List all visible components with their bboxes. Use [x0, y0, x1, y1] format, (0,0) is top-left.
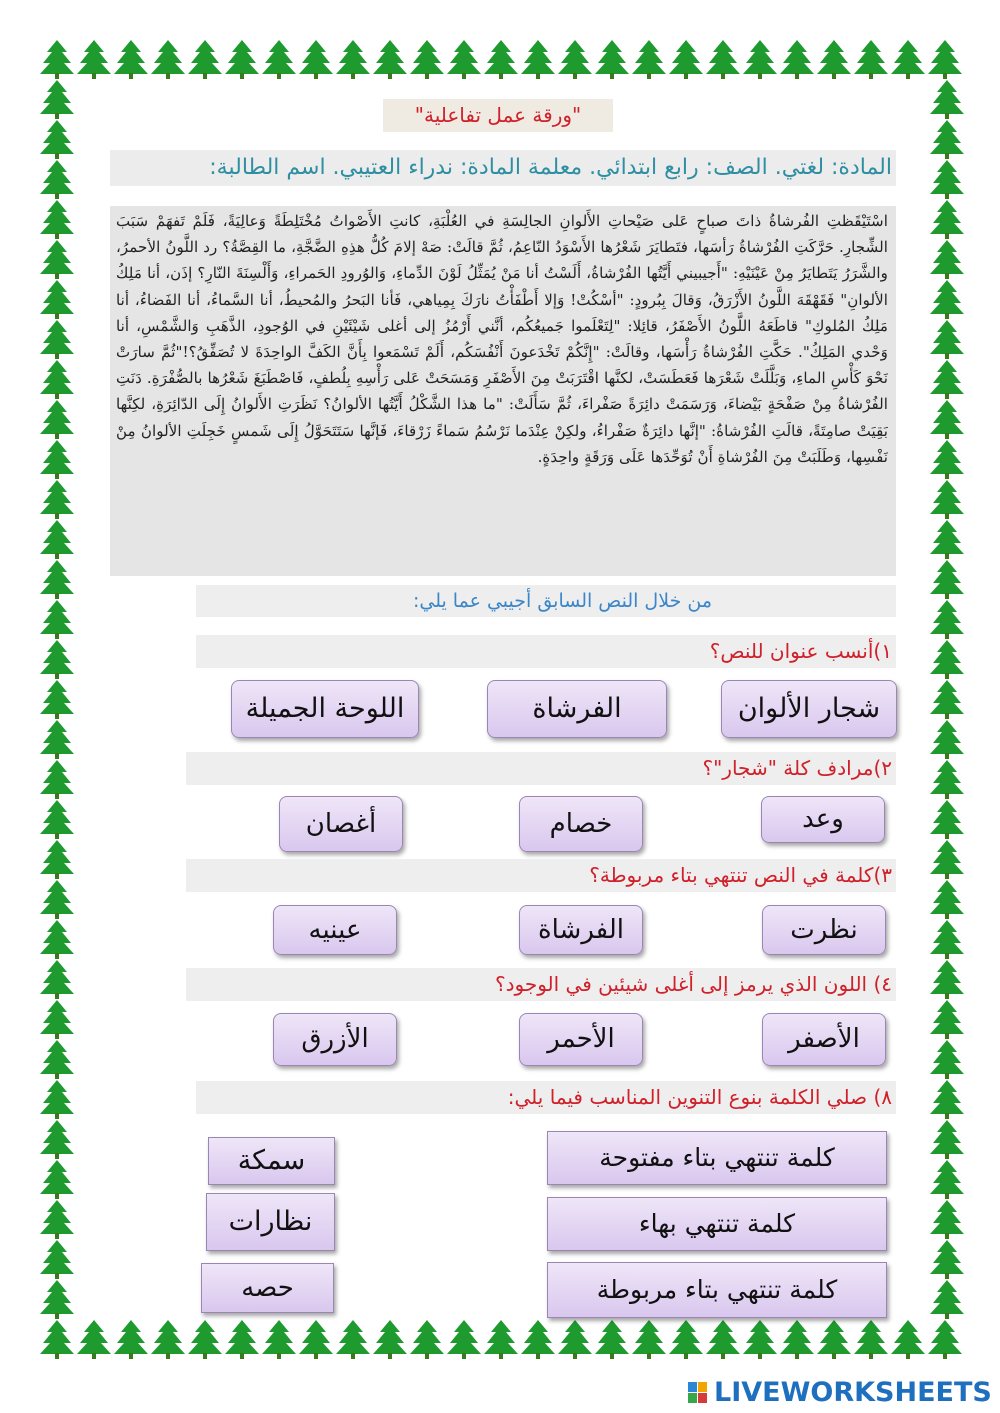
instruction-text: من خلال النص السابق أجيبي عما يلي: — [196, 585, 896, 617]
tree-icon — [40, 240, 74, 279]
tree-icon — [930, 200, 964, 239]
tree-icon — [595, 1320, 629, 1359]
tree-icon — [40, 720, 74, 759]
tree-icon — [40, 920, 74, 959]
tree-icon — [225, 40, 259, 79]
q3-option-2-button[interactable]: الفرشاة — [519, 905, 643, 955]
tree-icon — [40, 280, 74, 319]
tree-icon — [40, 1120, 74, 1159]
match-category-tied-taa[interactable]: كلمة تنتهي بتاء مربوطة — [547, 1262, 887, 1318]
tree-icon — [151, 40, 185, 79]
q3-option-3-button[interactable]: عينيه — [273, 905, 397, 955]
tree-icon — [930, 120, 964, 159]
worksheet-title: "ورقة عمل تفاعلية" — [383, 99, 613, 132]
tree-icon — [706, 1320, 740, 1359]
tree-icon — [632, 1320, 666, 1359]
tree-icon — [743, 1320, 777, 1359]
question-4-prompt: ٤) اللون الذي يرمز إلى أغلى شيئين في الوجود؟ — [186, 968, 896, 1001]
tree-icon — [40, 400, 74, 439]
tree-icon — [930, 1240, 964, 1279]
tree-icon — [40, 560, 74, 599]
tree-icon — [930, 1080, 964, 1119]
tree-icon — [336, 1320, 370, 1359]
tree-icon — [930, 600, 964, 639]
tree-icon — [558, 1320, 592, 1359]
tree-icon — [40, 640, 74, 679]
tree-icon — [930, 760, 964, 799]
brand-text: LIVEWORKSHEETS — [714, 1377, 992, 1408]
tree-icon — [928, 1320, 962, 1359]
tree-icon — [817, 40, 851, 79]
tree-icon — [77, 1320, 111, 1359]
tree-icon — [40, 200, 74, 239]
q4-option-1-button[interactable]: الأصفر — [762, 1013, 886, 1066]
tree-icon — [336, 40, 370, 79]
tree-icon — [930, 960, 964, 999]
tree-icon — [40, 1280, 74, 1319]
tree-icon — [854, 40, 888, 79]
tree-icon — [373, 40, 407, 79]
tree-icon — [114, 1320, 148, 1359]
tree-icon — [930, 1040, 964, 1079]
q4-option-2-button[interactable]: الأحمر — [519, 1013, 643, 1066]
tree-icon — [40, 320, 74, 359]
tree-icon — [40, 880, 74, 919]
tree-icon — [40, 120, 74, 159]
tree-icon — [930, 640, 964, 679]
question-8-prompt: ٨) صلي الكلمة بنوع التنوين المناسب فيما يلي: — [196, 1081, 896, 1114]
tree-icon — [930, 680, 964, 719]
tree-icon — [930, 400, 964, 439]
tree-icon — [930, 1000, 964, 1039]
tree-icon — [521, 40, 555, 79]
tree-icon — [930, 360, 964, 399]
q2-option-3-button[interactable]: أغصان — [279, 796, 403, 852]
tree-icon — [930, 560, 964, 599]
tree-icon — [930, 800, 964, 839]
tree-icon — [40, 40, 74, 79]
liveworksheets-logo-icon — [688, 1382, 708, 1404]
tree-icon — [299, 40, 333, 79]
tree-icon — [930, 320, 964, 359]
tree-icon — [151, 1320, 185, 1359]
tree-icon — [930, 440, 964, 479]
tree-icon — [930, 520, 964, 559]
tree-icon — [40, 1200, 74, 1239]
tree-icon — [669, 1320, 703, 1359]
tree-icon — [188, 40, 222, 79]
tree-icon — [40, 1000, 74, 1039]
tree-icon — [930, 1120, 964, 1159]
tree-icon — [40, 840, 74, 879]
tree-icon — [854, 1320, 888, 1359]
tree-icon — [40, 1160, 74, 1199]
tree-icon — [40, 680, 74, 719]
tree-icon — [40, 1080, 74, 1119]
tree-icon — [40, 1040, 74, 1079]
match-category-open-taa[interactable]: كلمة تنتهي بتاء مفتوحة — [547, 1131, 887, 1185]
q1-option-2-button[interactable]: الفرشاة — [487, 680, 667, 738]
q1-option-1-button[interactable]: شجار الألوان — [721, 680, 897, 738]
tree-icon — [930, 280, 964, 319]
q1-option-3-button[interactable]: اللوحة الجميلة — [231, 680, 419, 738]
tree-icon — [40, 960, 74, 999]
tree-icon — [484, 1320, 518, 1359]
tree-icon — [930, 920, 964, 959]
tree-icon — [930, 1280, 964, 1319]
tree-icon — [930, 1200, 964, 1239]
tree-icon — [40, 600, 74, 639]
tree-icon — [558, 40, 592, 79]
match-category-haa[interactable]: كلمة تنتهي بهاء — [547, 1197, 887, 1251]
q3-option-1-button[interactable]: نظرت — [762, 905, 886, 955]
tree-icon — [40, 760, 74, 799]
q4-option-3-button[interactable]: الأزرق — [273, 1013, 397, 1066]
tree-icon — [484, 40, 518, 79]
question-1-prompt: ١)أنسب عنوان للنص؟ — [196, 635, 896, 668]
reading-passage: اسْتَيْقَظتِ الفُرشاةُ ذاتَ صباحٍ عَلى صَيْحاتِ الأَلوانِ الجالِسَةِ في العُلْبَةِ، كانتِ الأَصْواتُ مُخْتَلِطَةً وَعالِيَةً، فَلَمْ تَفهَمْ سَبَبَ الشِّجارِ. حَرَّكَتِ الفُرْشاةُ رَأسَها، فتَطايَرَ شَعْرُها الأَسْوَدُ النّاعِمُ، ثُمَّ قالَتْ: صَهْ إلامَ كُلُّ هذِهِ الضَّجَّةِ، ما القِصَّةُ؟ رد اللَّونُ الأحمرُ، والشَّرَرُ يَتَطايَرُ مِنْ عَيْنَيْهِ: "أَجيبيني أَيَّتُها الفُرْشاةُ، أَلَسْتُ أنا مَنْ يُمَثِّلُ لَوْنَ الدِّماءِ، وَالوُرودِ الحَمراءِ، وَأَلْسِنَةَ النّارِ؟ إذَن، أنا مَلِكُ الألوانِ" فَقَهْقَهَ اللَّونُ الأَزْرَقُ، وَقالَ بِبُرودٍ: "أسْكُتْ! وَإلا أَطْفَأْتُ نارَكَ بِمِياهي، فَأنا البَحرُ والمُحيطُ، أنا السَّماءُ، أنا الفَضاءُ، أنا مَلِكُ المُلوكِ" قاطَعَهُ اللَّونُ الأَصْفَرُ، قائِلا: "لِتَعْلَموا جَميعُكُم، أنَّني أَرْمُزُ إلى أغلى شَيْئَيْنِ في الوُجودِ، الذَّهَبِ وَالشَّمْسِ، أنا وَحْدي المَلِكُ". حَكَّتِ الفُرْشاةُ رَأْسَها، وقالَتْ: "إِنَّكُمْ تَخْدَعونَ أَنْفُسَكُم، أَلَمْ تَسْمَعوا بِأَنَّ الكَفَّ الواحِدَةَ لا تُصَفِّقُ؟!"ثُمَّ سارَتْ نَحْوَ كَأْسِ الماءِ، وَبَلَّلَتْ شَعْرَها فَعَطَسَتْ، لكنَّها اقْتَرَبَتْ مِنَ الأَصْفَرِ وَمَسَحَتْ عَلى رَأْسِهِ بِلُطفٍ، فَاصْطَبَغَ شَعْرُها بالصُّفْرَةِ. دَنَتِ الفُرْشاةُ مِنْ صَفْحَةٍ بَيْضاءَ، وَرَسَمَتْ دائِرَةً صَفْراءَ، ثُمَّ سَأَلَتْ: "ما هذا الشَّكْلُ أَيَّتُها الألوانُ؟ نَظَرَتِ الأَلوانُ إِلَى الدّائِرَةِ، لكِنَّها بَقِيَتْ صامِتَةً، قالَتِ الفُرْشاةُ: "إنَّها دائِرَةٌ صَفْراءُ، ولكِنْ عِنْدَما نَرْسُمُ سَماءً زَرْقاءَ، فَإنَّها سَتَتَحَوَّلُ إِلَى شَمسٍ خَجِلَتِ الألوانُ مِنْ نَفْسِها، وَطَلَبَتْ مِنَ الفُرْشاةِ أَنْ تُوَحِّدَها عَلَى وَرَقَةٍ واحِدَةٍ. — [110, 206, 896, 576]
tree-icon — [262, 40, 296, 79]
tree-icon — [669, 40, 703, 79]
tree-icon — [410, 1320, 444, 1359]
tree-icon — [521, 1320, 555, 1359]
question-3-prompt: ٣)كلمة في النص تنتهي بتاء مربوطة؟ — [186, 859, 896, 892]
tree-icon — [743, 40, 777, 79]
tree-icon — [817, 1320, 851, 1359]
tree-icon — [40, 360, 74, 399]
tree-icon — [114, 40, 148, 79]
tree-icon — [780, 40, 814, 79]
tree-icon — [930, 80, 964, 119]
tree-icon — [930, 160, 964, 199]
match-word-hissa[interactable]: حصه — [201, 1263, 334, 1313]
tree-icon — [40, 800, 74, 839]
tree-icon — [930, 840, 964, 879]
tree-icon — [40, 80, 74, 119]
tree-icon — [595, 40, 629, 79]
subject-info-line: المادة: لغتي. الصف: رابع ابتدائي. معلمة المادة: ندراء العتيبي. اسم الطالبة: — [110, 150, 896, 186]
tree-icon — [891, 1320, 925, 1359]
q2-option-1-button[interactable]: وعد — [761, 796, 885, 843]
tree-icon — [40, 160, 74, 199]
tree-icon — [188, 1320, 222, 1359]
tree-icon — [373, 1320, 407, 1359]
tree-icon — [262, 1320, 296, 1359]
tree-icon — [447, 40, 481, 79]
tree-icon — [780, 1320, 814, 1359]
tree-icon — [930, 480, 964, 519]
tree-icon — [40, 480, 74, 519]
tree-icon — [40, 440, 74, 479]
tree-icon — [77, 40, 111, 79]
tree-icon — [928, 40, 962, 79]
tree-icon — [447, 1320, 481, 1359]
tree-icon — [410, 40, 444, 79]
tree-icon — [40, 1320, 74, 1359]
tree-icon — [930, 880, 964, 919]
match-word-samaka[interactable]: سمكة — [208, 1137, 335, 1185]
tree-icon — [40, 520, 74, 559]
tree-icon — [930, 1160, 964, 1199]
tree-icon — [930, 240, 964, 279]
tree-icon — [40, 1240, 74, 1279]
tree-icon — [891, 40, 925, 79]
tree-icon — [706, 40, 740, 79]
question-2-prompt: ٢)مرادف كلة "شجار"؟ — [186, 752, 896, 785]
tree-icon — [299, 1320, 333, 1359]
q2-option-2-button[interactable]: خصام — [519, 796, 643, 852]
tree-icon — [930, 720, 964, 759]
match-word-nazzarat[interactable]: نظارات — [206, 1193, 335, 1251]
tree-icon — [632, 40, 666, 79]
liveworksheets-logo — [690, 1377, 990, 1409]
tree-icon — [225, 1320, 259, 1359]
